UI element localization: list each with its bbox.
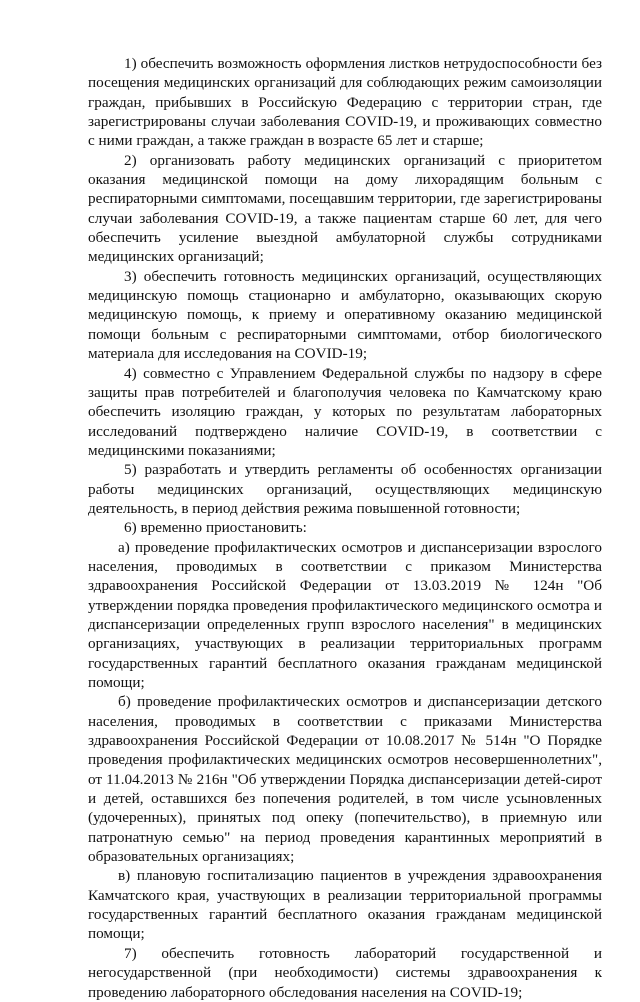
paragraph-item-2: 2) организовать работу медицинских организаций с приоритетом оказания медицинской помощи на дому лихорадящим больным с респираторными симптомами, посещавшим территории, где зарегистрированы случаи заболевания COVID-19, а также пациентам старше 60 лет, для чего обеспечить усиление выездной амбулаторной службы сотрудниками медицинских организаций; <box>88 151 602 266</box>
paragraph-item-4: 4) совместно с Управлением Федеральной службы по надзору в сфере защиты прав потребителей и благополучия человека по Камчатскому краю обеспечить изоляцию граждан, у которых по результатам лабораторных исследований подтверждено наличие COVID-19, в соответствии с медицинскими показаниями; <box>88 364 602 459</box>
paragraph-item-5: 5) разработать и утвердить регламенты об особенностях организации работы медицинских организаций, осуществляющих медицинскую деятельность, в период действия режима повышенной готовности; <box>88 461 602 517</box>
paragraph-item-7: 7) обеспечить готовность лабораторий государственной и негосударственной (при необходимости) системы здравоохранения к проведению лабораторного обследования населения на COVID-19; <box>88 944 602 1001</box>
paragraph-item-6a: а) проведение профилактических осмотров и диспансеризации взрослого населения, проводимых в соответствии с приказом Министерства здравоохранения Российской Федерации от 13.03.2019 № 124н "Об утверждении порядка проведения профилактического медицинского осмотра и диспансеризации определенных групп взрослого населения" в медицинских организациях, участвующих в реализации территориальных программ государственных гарантий бесплатного оказания гражданам медицинской помощи; <box>88 538 602 691</box>
paragraph-item-6c: в) плановую госпитализацию пациентов в учреждения здравоохранения Камчатского края, участвующих в реализации территориальной программы государственных гарантий бесплатного оказания гражданам медицинской помощи; <box>88 867 602 943</box>
document-page <box>88 54 602 1002</box>
paragraph-item-6: 6) временно приостановить: <box>124 519 307 537</box>
paragraph-item-1: 1) обеспечить возможность оформления листков нетрудоспособности без посещения медицинских организаций для соблюдающих режим самоизоляции граждан, прибывших в Российскую Федерацию с территории стран, где зарегистрированы случаи заболевания COVID-19, и проживающих совместно с ними граждан, а также граждан в возрасте 65 лет и старше; <box>88 55 602 150</box>
paragraph-item-6b: б) проведение профилактических осмотров и диспансеризации детского населения, проводимых в соответствии с приказами Министерства здравоохранения Российской Федерации от 10.08.2017 № 514н "О Порядке проведения профилактических медицинских осмотров несовершеннолетних", от 11.04.2013 № 216н "Об утверждении Порядка диспансеризации детей-сирот и детей, оставшихся без попечения родителей, в том числе усыновленных (удочеренных), принятых под опеку (попечительство), в приемную или патронатную семью" на период проведения карантинных мероприятий в образовательных организациях; <box>88 693 602 866</box>
paragraph-item-3: 3) обеспечить готовность медицинских организаций, осуществляющих медицинскую помощь стационарно и амбулаторно, оказывающих скорую медицинскую помощь, к приему и оперативному оказанию медицинской помощи больным с респираторными симптомами, отбор биологического материала для исследования на COVID-19; <box>88 267 602 363</box>
